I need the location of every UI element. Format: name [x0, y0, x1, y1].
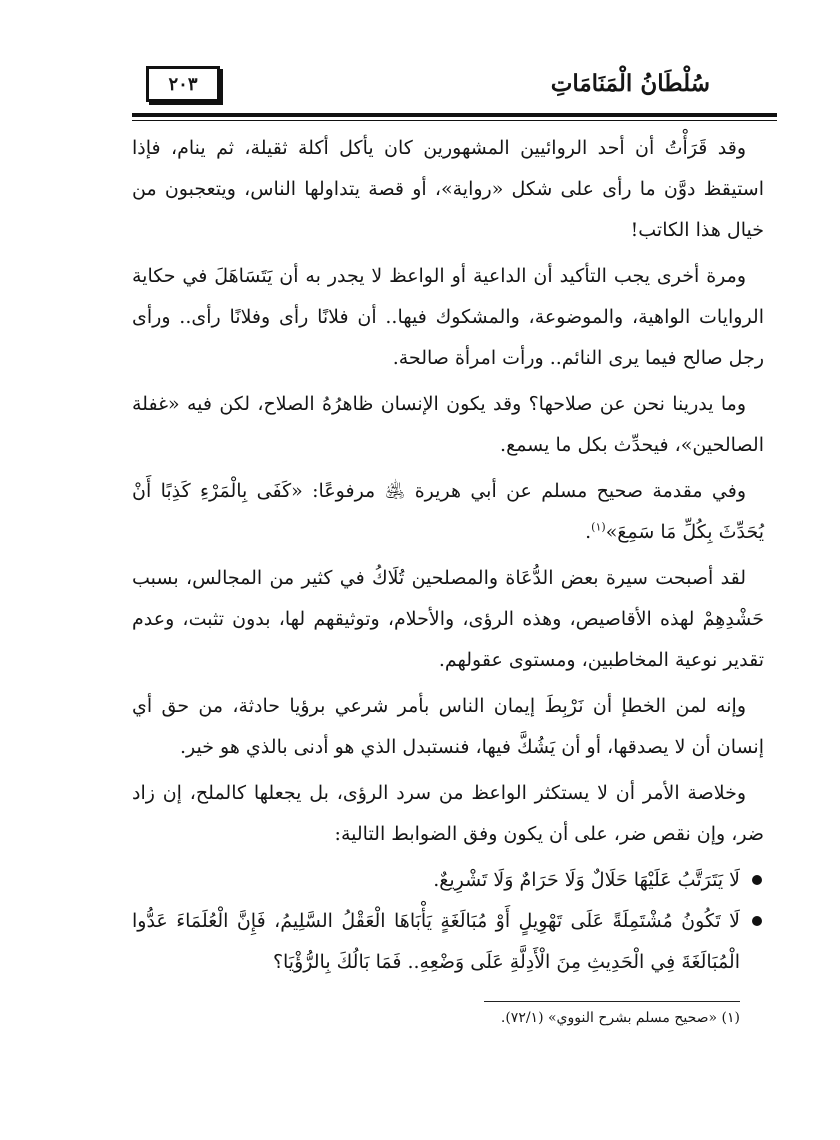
footnote-marker: (١): [591, 520, 606, 534]
paragraph-heedless-righteous: وما يدرينا نحن عن صلاحها؟ وقد يكون الإنسان ظاهرُهُ الصلاح، لكن فيه «غفلة الصالحين»، فيحدِّث بكل ما يسمع.: [132, 393, 764, 456]
header-rule-thin: [132, 120, 777, 121]
footnote: (١) «صحيح مسلم بشرح النووي» (٧٢/١).: [500, 1010, 740, 1026]
header-rule-thick: [132, 113, 777, 117]
bullet-text: لَا يَتَرَتَّبُ عَلَيْهَا حَلَالٌ وَلَا حَرَامٌ وَلَا تَشْرِيعٌ.: [433, 869, 740, 891]
conditions-list: [132, 860, 764, 983]
bullet-dot-icon: [752, 916, 762, 926]
main-text: [132, 128, 764, 983]
page-number: ٢٠٣: [168, 73, 198, 95]
hadith-text: وفي مقدمة صحيح مسلم عن أبي هريرة ﵁ مرفوعًا: «كَفَى بِالْمَرْءِ كَذِبًا أَنْ يُحَدِّثَ بِكُلِّ مَا سَمِعَ»: [132, 480, 764, 543]
paragraph-preacher-caution: ومرة أخرى يجب التأكيد أن الداعية أو الواعظ لا يجدر به أن يَتَسَاهَلَ في حكاية الروايات الواهية، والموضوعة، والمشكوك فيها.. أن فلانًا رأى وفلانًا رأى.. ورأى رجل صالح فيما يرى النائم.. ورأت امرأة صالحة.: [132, 265, 764, 369]
bullet-dot-icon: [752, 875, 762, 885]
paragraph-hadith: [132, 471, 764, 553]
bullet-text: لَا تَكُونُ مُشْتَمِلَةً عَلَى تَهْوِيلٍ أَوْ مُبَالَغَةٍ يَأْبَاهَا الْعَقْلُ السَّلِيمُ، فَإِنَّ الْعُلَمَاءَ عَدُّوا الْمُبَالَغَةَ فِي الْحَدِيثِ مِنَ الْأَدِلَّةِ عَلَى وَضْعِهِ.. فَمَا بَالُكَ بِالرُّؤْيَا؟: [132, 910, 740, 973]
list-item: [132, 860, 764, 901]
list-item: [132, 901, 764, 983]
hadith-end: .: [585, 521, 592, 543]
paragraph-linking-faith: وإنه لمن الخطإ أن نَرْبِطَ إيمان الناس بأمر شرعي برؤيا حادثة، من حق أي إنسان أن لا يصدقها، أو أن يَشُكَّ فيها، فنستبدل الذي هو أدنى بالذي هو خير.: [132, 695, 764, 758]
paragraph-conclusion: وخلاصة الأمر أن لا يستكثر الواعظ من سرد الرؤى، بل يجعلها كالملح، إن زاد ضر، وإن نقص ضر، على أن يكون وفق الضوابط التالية:: [132, 782, 764, 845]
footnote-rule: [484, 1001, 740, 1002]
running-head-title: سُلْطَانُ الْمَنَامَاتِ: [550, 70, 710, 97]
paragraph-novelist: وقد قَرَأْتُ أن أحد الروائيين المشهورين كان يأكل أكلة ثقيلة، ثم ينام، فإذا استيقظ دوَّن ما رأى على شكل «رواية»، أو قصة يتداولها الناس، ويتعجبون من خيال هذا الكاتب!: [132, 137, 764, 241]
paragraph-preachers-reputation: لقد أصبحت سيرة بعض الدُّعَاة والمصلحين تُلَاكُ في كثير من المجالس، بسبب حَشْدِهِمْ لهذه الأقاصيص، وهذه الرؤى، والأحلام، وتوثيقهم لها، بدون تثبت، وعدم تقدير نوعية المخاطبين، ومستوى عقولهم.: [132, 567, 764, 671]
page-number-box: [146, 66, 220, 102]
